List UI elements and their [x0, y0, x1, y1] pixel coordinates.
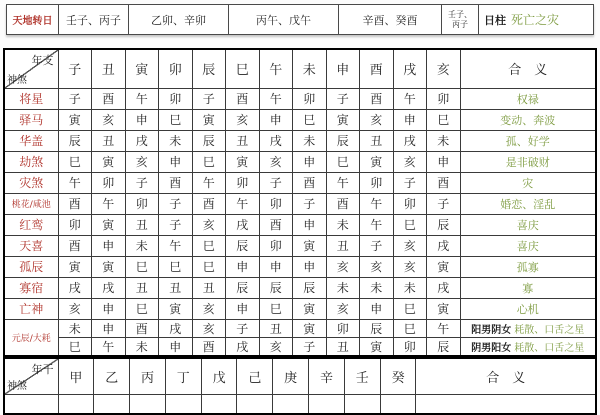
branch-header-cell: 卯 — [159, 49, 193, 88]
shensha-row — [4, 235, 596, 256]
meaning-cell: 孤、好学 — [460, 130, 596, 151]
branch-header-cell: 酉 — [360, 49, 394, 88]
branch-cell: 酉 — [192, 193, 226, 214]
meaning-cell: 婚恋、淫乱 — [460, 193, 596, 214]
branch-cell: 寅 — [92, 151, 126, 172]
shensha-row — [4, 319, 596, 337]
strip-title: 天地转日 — [7, 5, 59, 34]
meaning-text: 耗散、口舌之星 — [514, 342, 585, 354]
branch-cell: 子 — [259, 172, 293, 193]
meaning-header-cell: 合 义 — [416, 358, 596, 394]
branch-cell: 巳 — [192, 151, 226, 172]
stem-cell — [94, 394, 130, 414]
branch-cell: 寅 — [360, 151, 394, 172]
shensha-row — [4, 214, 596, 235]
branch-cell: 辰 — [226, 277, 260, 298]
meaning-cell: 权禄 — [460, 88, 596, 109]
branch-cell: 巳 — [125, 256, 159, 277]
branch-cell: 亥 — [259, 151, 293, 172]
branch-cell: 卯 — [293, 88, 327, 109]
branch-cell: 酉 — [360, 88, 394, 109]
branch-cell: 午 — [427, 319, 461, 337]
branch-cell: 辰 — [427, 337, 461, 356]
branch-cell: 酉 — [326, 193, 360, 214]
branch-cell: 未 — [326, 214, 360, 235]
shensha-label: 红鸾 — [4, 214, 58, 235]
branch-cell: 巳 — [192, 235, 226, 256]
branch-cell: 巳 — [58, 337, 92, 356]
strip-note-line: 丙子 — [452, 19, 468, 29]
branch-cell: 卯 — [360, 172, 394, 193]
branch-header-cell: 巳 — [226, 49, 260, 88]
meaning-cell: 喜庆 — [460, 214, 596, 235]
branch-cell: 子 — [393, 172, 427, 193]
shensha-row — [4, 337, 596, 356]
gender-prefix: 阳男阴女 — [471, 324, 512, 336]
branch-cell: 辰 — [326, 130, 360, 151]
branch-cell: 子 — [159, 193, 193, 214]
meaning-cell: 寡 — [460, 277, 596, 298]
branch-cell: 亥 — [360, 256, 394, 277]
branch-cell: 辰 — [226, 235, 260, 256]
branch-cell: 辰 — [58, 130, 92, 151]
branch-cell: 丑 — [360, 130, 394, 151]
branch-cell: 亥 — [192, 319, 226, 337]
meaning-cell: 孤寡 — [460, 256, 596, 277]
strip-group: 丙午、戊午 — [229, 5, 339, 34]
shensha-row — [4, 277, 596, 298]
branch-cell: 巳 — [192, 256, 226, 277]
meaning-cell: 是非破财 — [460, 151, 596, 172]
stem-header-cell: 乙 — [94, 358, 130, 394]
shensha-row — [4, 130, 596, 151]
stem-cell — [58, 394, 94, 414]
stem-header-cell: 庚 — [273, 358, 309, 394]
branch-cell: 申 — [125, 109, 159, 130]
branch-cell: 寅 — [427, 256, 461, 277]
shensha-label: 亡神 — [4, 298, 58, 319]
stem-header-cell: 甲 — [58, 358, 94, 394]
branch-cell: 酉 — [159, 172, 193, 193]
stem-cell — [273, 394, 309, 414]
branch-cell: 卯 — [226, 172, 260, 193]
shensha-label: 将星 — [4, 88, 58, 109]
branch-cell: 巳 — [326, 151, 360, 172]
stem-header-cell: 癸 — [380, 358, 416, 394]
strip-note-line: 壬子、 — [448, 10, 472, 20]
branch-cell: 寅 — [92, 214, 126, 235]
branch-cell: 寅 — [427, 298, 461, 319]
branch-cell: 丑 — [259, 319, 293, 337]
branch-cell: 酉 — [58, 235, 92, 256]
meaning-cell: 喜庆 — [460, 235, 596, 256]
branch-cell: 亥 — [192, 214, 226, 235]
branch-cell: 未 — [360, 277, 394, 298]
meaning-cell — [460, 337, 596, 356]
branch-cell: 申 — [226, 256, 260, 277]
branch-cell: 亥 — [58, 298, 92, 319]
header-row — [4, 49, 596, 88]
branch-cell: 申 — [360, 298, 394, 319]
branch-cell: 卯 — [326, 319, 360, 337]
branch-cell: 寅 — [58, 109, 92, 130]
meaning-cell: 心机 — [460, 298, 596, 319]
branch-cell: 亥 — [125, 151, 159, 172]
branch-cell: 巳 — [159, 256, 193, 277]
stem-cell — [344, 394, 380, 414]
stem-header-cell: 壬 — [344, 358, 380, 394]
meaning-header-cell: 合 义 — [460, 49, 596, 88]
branch-header-cell: 子 — [58, 49, 92, 88]
branch-cell: 子 — [293, 193, 327, 214]
branch-cell: 亥 — [393, 256, 427, 277]
branch-cell: 戌 — [427, 235, 461, 256]
shensha-row — [4, 298, 596, 319]
corner-top-label: 年支 — [31, 54, 54, 67]
branch-cell: 未 — [293, 130, 327, 151]
shensha-row — [4, 109, 596, 130]
branch-cell: 卯 — [259, 193, 293, 214]
corner-cell — [4, 49, 58, 88]
branch-cell: 巳 — [293, 109, 327, 130]
branch-cell: 子 — [427, 193, 461, 214]
branch-cell: 寅 — [326, 109, 360, 130]
branch-cell: 亥 — [226, 109, 260, 130]
branch-cell: 申 — [293, 256, 327, 277]
branch-cell: 酉 — [226, 88, 260, 109]
branch-cell: 子 — [326, 88, 360, 109]
branch-cell: 未 — [125, 337, 159, 356]
stem-cell — [237, 394, 273, 414]
partial-row — [4, 394, 596, 414]
shensha-row — [4, 256, 596, 277]
stem-cell — [130, 394, 166, 414]
branch-cell: 子 — [360, 235, 394, 256]
branch-cell: 丑 — [159, 277, 193, 298]
branch-cell: 申 — [226, 298, 260, 319]
branch-cell: 午 — [226, 193, 260, 214]
branch-cell: 酉 — [427, 172, 461, 193]
branch-header-cell: 申 — [326, 49, 360, 88]
branch-cell: 戌 — [159, 319, 193, 337]
strip-note — [442, 5, 479, 34]
tianzhuan-dizhuan-strip — [6, 4, 594, 35]
branch-cell: 申 — [259, 256, 293, 277]
branch-cell: 酉 — [192, 337, 226, 356]
strip-group: 乙卯、辛卯 — [129, 5, 229, 34]
shensha-label: 天喜 — [4, 235, 58, 256]
branch-cell: 丑 — [92, 130, 126, 151]
branch-cell: 戌 — [226, 337, 260, 356]
branch-header-cell: 丑 — [92, 49, 126, 88]
branch-cell: 辰 — [427, 214, 461, 235]
branch-cell: 寅 — [293, 298, 327, 319]
year-branch-shensha-table — [3, 48, 597, 357]
strip-day-pillar — [479, 5, 593, 34]
branch-cell: 巳 — [259, 298, 293, 319]
branch-cell: 午 — [393, 88, 427, 109]
branch-cell: 戌 — [393, 130, 427, 151]
branch-cell: 寅 — [293, 235, 327, 256]
shensha-label: 驿马 — [4, 109, 58, 130]
corner-top-label: 年干 — [31, 363, 54, 376]
stem-header-cell: 丁 — [165, 358, 201, 394]
branch-cell: 寅 — [92, 256, 126, 277]
branch-header-cell: 寅 — [125, 49, 159, 88]
branch-cell: 巳 — [393, 298, 427, 319]
branch-header-cell: 午 — [259, 49, 293, 88]
branch-cell: 酉 — [58, 193, 92, 214]
branch-cell: 午 — [360, 214, 394, 235]
branch-cell: 丑 — [326, 337, 360, 356]
strip-group: 辛酉、癸酉 — [339, 5, 442, 34]
branch-cell: 午 — [159, 235, 193, 256]
branch-cell: 卯 — [393, 193, 427, 214]
branch-cell: 寅 — [293, 319, 327, 337]
stem-header-cell: 辛 — [309, 358, 345, 394]
branch-cell: 寅 — [360, 337, 394, 356]
branch-cell: 卯 — [427, 88, 461, 109]
branch-cell: 未 — [159, 130, 193, 151]
branch-cell: 子 — [293, 337, 327, 356]
day-pillar-label: 日柱 — [484, 13, 506, 27]
corner-bottom-label: 神煞 — [7, 74, 27, 86]
branch-cell: 酉 — [293, 172, 327, 193]
branch-cell: 丑 — [326, 235, 360, 256]
shensha-row — [4, 193, 596, 214]
branch-cell: 申 — [427, 151, 461, 172]
branch-cell: 巳 — [393, 319, 427, 337]
branch-cell: 申 — [92, 235, 126, 256]
branch-cell: 申 — [159, 337, 193, 356]
branch-cell: 寅 — [226, 151, 260, 172]
branch-cell: 丑 — [226, 130, 260, 151]
branch-cell: 亥 — [259, 337, 293, 356]
branch-cell: 未 — [125, 235, 159, 256]
branch-cell: 辰 — [360, 319, 394, 337]
branch-cell: 酉 — [125, 319, 159, 337]
branch-cell: 申 — [259, 109, 293, 130]
shensha-label: 灾煞 — [4, 172, 58, 193]
branch-cell: 酉 — [259, 214, 293, 235]
meaning-cell — [416, 394, 596, 414]
corner-cell — [4, 358, 58, 394]
stem-header-cell: 丙 — [130, 358, 166, 394]
branch-cell: 申 — [393, 109, 427, 130]
branch-cell: 未 — [427, 130, 461, 151]
corner-bottom-label: 神煞 — [7, 380, 27, 392]
branch-cell: 巳 — [393, 214, 427, 235]
branch-cell: 午 — [192, 172, 226, 193]
branch-cell: 丑 — [125, 277, 159, 298]
shensha-label: 寡宿 — [4, 277, 58, 298]
shensha-label: 华盖 — [4, 130, 58, 151]
meaning-cell: 灾 — [460, 172, 596, 193]
branch-cell: 寅 — [192, 109, 226, 130]
branch-cell: 巳 — [58, 151, 92, 172]
branch-cell: 申 — [92, 298, 126, 319]
branch-cell: 亥 — [192, 298, 226, 319]
header-row — [4, 358, 596, 394]
meaning-text: 耗散、口舌之星 — [514, 324, 585, 336]
branch-cell: 戌 — [427, 277, 461, 298]
branch-cell: 辰 — [192, 130, 226, 151]
stem-header-cell: 戊 — [201, 358, 237, 394]
branch-cell: 巳 — [427, 109, 461, 130]
branch-header-cell: 亥 — [427, 49, 461, 88]
shensha-label: 孤辰 — [4, 256, 58, 277]
branch-cell: 亥 — [326, 298, 360, 319]
branch-cell: 戌 — [259, 130, 293, 151]
branch-cell: 寅 — [159, 298, 193, 319]
gender-prefix: 阴男阳女 — [471, 342, 512, 354]
shensha-row — [4, 151, 596, 172]
branch-cell: 卯 — [393, 337, 427, 356]
branch-cell: 子 — [58, 88, 92, 109]
year-stem-shensha-table — [3, 357, 597, 415]
branch-cell: 午 — [326, 172, 360, 193]
shensha-row — [4, 172, 596, 193]
branch-cell: 午 — [125, 88, 159, 109]
shensha-row — [4, 88, 596, 109]
branch-cell: 亥 — [360, 109, 394, 130]
strip-group: 壬子、丙子 — [59, 5, 129, 34]
branch-cell: 午 — [92, 193, 126, 214]
branch-cell: 午 — [92, 337, 126, 356]
branch-cell: 巳 — [159, 109, 193, 130]
branch-cell: 申 — [159, 151, 193, 172]
branch-cell: 子 — [159, 214, 193, 235]
branch-cell: 卯 — [159, 88, 193, 109]
branch-header-cell: 未 — [293, 49, 327, 88]
branch-cell: 子 — [125, 172, 159, 193]
stem-header-cell: 己 — [237, 358, 273, 394]
branch-cell: 卯 — [125, 193, 159, 214]
branch-cell: 申 — [92, 319, 126, 337]
branch-cell: 卯 — [58, 214, 92, 235]
branch-cell: 午 — [259, 88, 293, 109]
stem-cell — [165, 394, 201, 414]
branch-cell: 戌 — [92, 277, 126, 298]
branch-cell: 丑 — [192, 277, 226, 298]
branch-cell: 卯 — [92, 172, 126, 193]
branch-cell: 亥 — [393, 151, 427, 172]
branch-cell: 亥 — [326, 256, 360, 277]
branch-cell: 戌 — [58, 277, 92, 298]
branch-cell: 卯 — [259, 235, 293, 256]
shensha-label: 桃花/咸池 — [4, 193, 58, 214]
branch-cell: 申 — [293, 151, 327, 172]
branch-header-cell: 辰 — [192, 49, 226, 88]
branch-cell: 戌 — [125, 130, 159, 151]
branch-cell: 戌 — [226, 214, 260, 235]
day-pillar-meaning: 死亡之灾 — [511, 13, 560, 27]
branch-cell: 未 — [326, 277, 360, 298]
branch-cell: 午 — [58, 172, 92, 193]
branch-cell: 丑 — [125, 214, 159, 235]
stem-cell — [380, 394, 416, 414]
stem-cell — [201, 394, 237, 414]
branch-cell: 酉 — [92, 88, 126, 109]
shensha-label: 劫煞 — [4, 151, 58, 172]
branch-cell: 午 — [360, 193, 394, 214]
meaning-cell — [460, 319, 596, 337]
branch-cell: 子 — [226, 319, 260, 337]
branch-cell: 未 — [393, 277, 427, 298]
branch-cell: 亥 — [92, 109, 126, 130]
branch-cell: 辰 — [259, 277, 293, 298]
branch-cell: 亥 — [393, 235, 427, 256]
branch-cell: 未 — [58, 319, 92, 337]
stem-cell — [309, 394, 345, 414]
branch-cell: 申 — [293, 214, 327, 235]
shensha-label: 元辰/大耗 — [4, 319, 58, 356]
branch-cell: 辰 — [293, 277, 327, 298]
branch-header-cell: 戌 — [393, 49, 427, 88]
branch-cell: 寅 — [58, 256, 92, 277]
shensha-label — [4, 394, 58, 414]
branch-cell: 子 — [192, 88, 226, 109]
branch-cell: 巳 — [125, 298, 159, 319]
meaning-cell: 变动、奔波 — [460, 109, 596, 130]
